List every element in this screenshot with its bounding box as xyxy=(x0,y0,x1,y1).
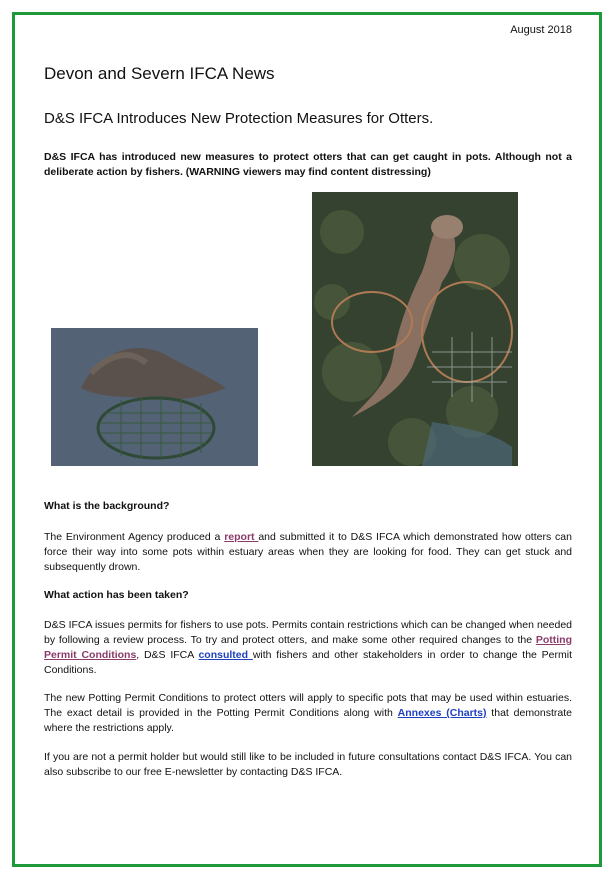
report-link[interactable]: report xyxy=(224,531,259,543)
background-text-a: The Environment Agency produced a xyxy=(44,531,225,543)
action-text-c: with fishers and other stakeholders in order to change the Permit Conditions. xyxy=(44,649,572,676)
contact-paragraph: If you are not a permit holder but would still like to be included in future consultations contact D&S IFCA. You can also subscribe to our free E-newsletter by contacting D&S IFCA. xyxy=(44,751,572,778)
issue-date: August 2018 xyxy=(510,24,572,36)
background-paragraph xyxy=(44,530,572,575)
action-paragraph-2 xyxy=(44,691,572,736)
otter-caught-photo xyxy=(312,192,518,466)
action-text-b: , D&S IFCA xyxy=(136,649,199,661)
action-text-a: D&S IFCA issues permits for fishers to use pots. Permits contain restrictions which can be changed when needed by following a review process. To try and protect otters, and make some other required changes to the xyxy=(44,619,572,646)
action-paragraph-1 xyxy=(44,618,572,678)
consulted-link[interactable]: consulted xyxy=(198,649,253,661)
article-headline: D&S IFCA Introduces New Protection Measures for Otters. xyxy=(44,110,434,127)
intro-paragraph: D&S IFCA has introduced new measures to protect otters that can get caught in pots. Although not a deliberate action by fishers. (WARNING viewers may find content distressing) xyxy=(44,151,572,178)
otter-pot-photo xyxy=(51,328,258,466)
section-heading-action: What action has been taken? xyxy=(44,589,189,601)
newsletter-title: Devon and Severn IFCA News xyxy=(44,64,275,83)
potting-permit-conditions-link[interactable]: Potting Permit Conditions xyxy=(44,634,572,661)
section-heading-background: What is the background? xyxy=(44,500,170,512)
background-text-b: and submitted it to D&S IFCA which demonstrated how otters can force their way into some pots within estuary areas when they are looking for food. They can get stuck and subsequently drown. xyxy=(44,531,572,573)
restriction-text-a: The new Potting Permit Conditions to protect otters will apply to specific pots that may be used within estuaries. The exact detail is provided in the Potting Permit Conditions along with xyxy=(44,692,572,719)
restriction-text-b: that demonstrate where the restrictions apply. xyxy=(44,707,572,734)
annexes-charts-link[interactable]: Annexes (Charts) xyxy=(397,707,487,719)
